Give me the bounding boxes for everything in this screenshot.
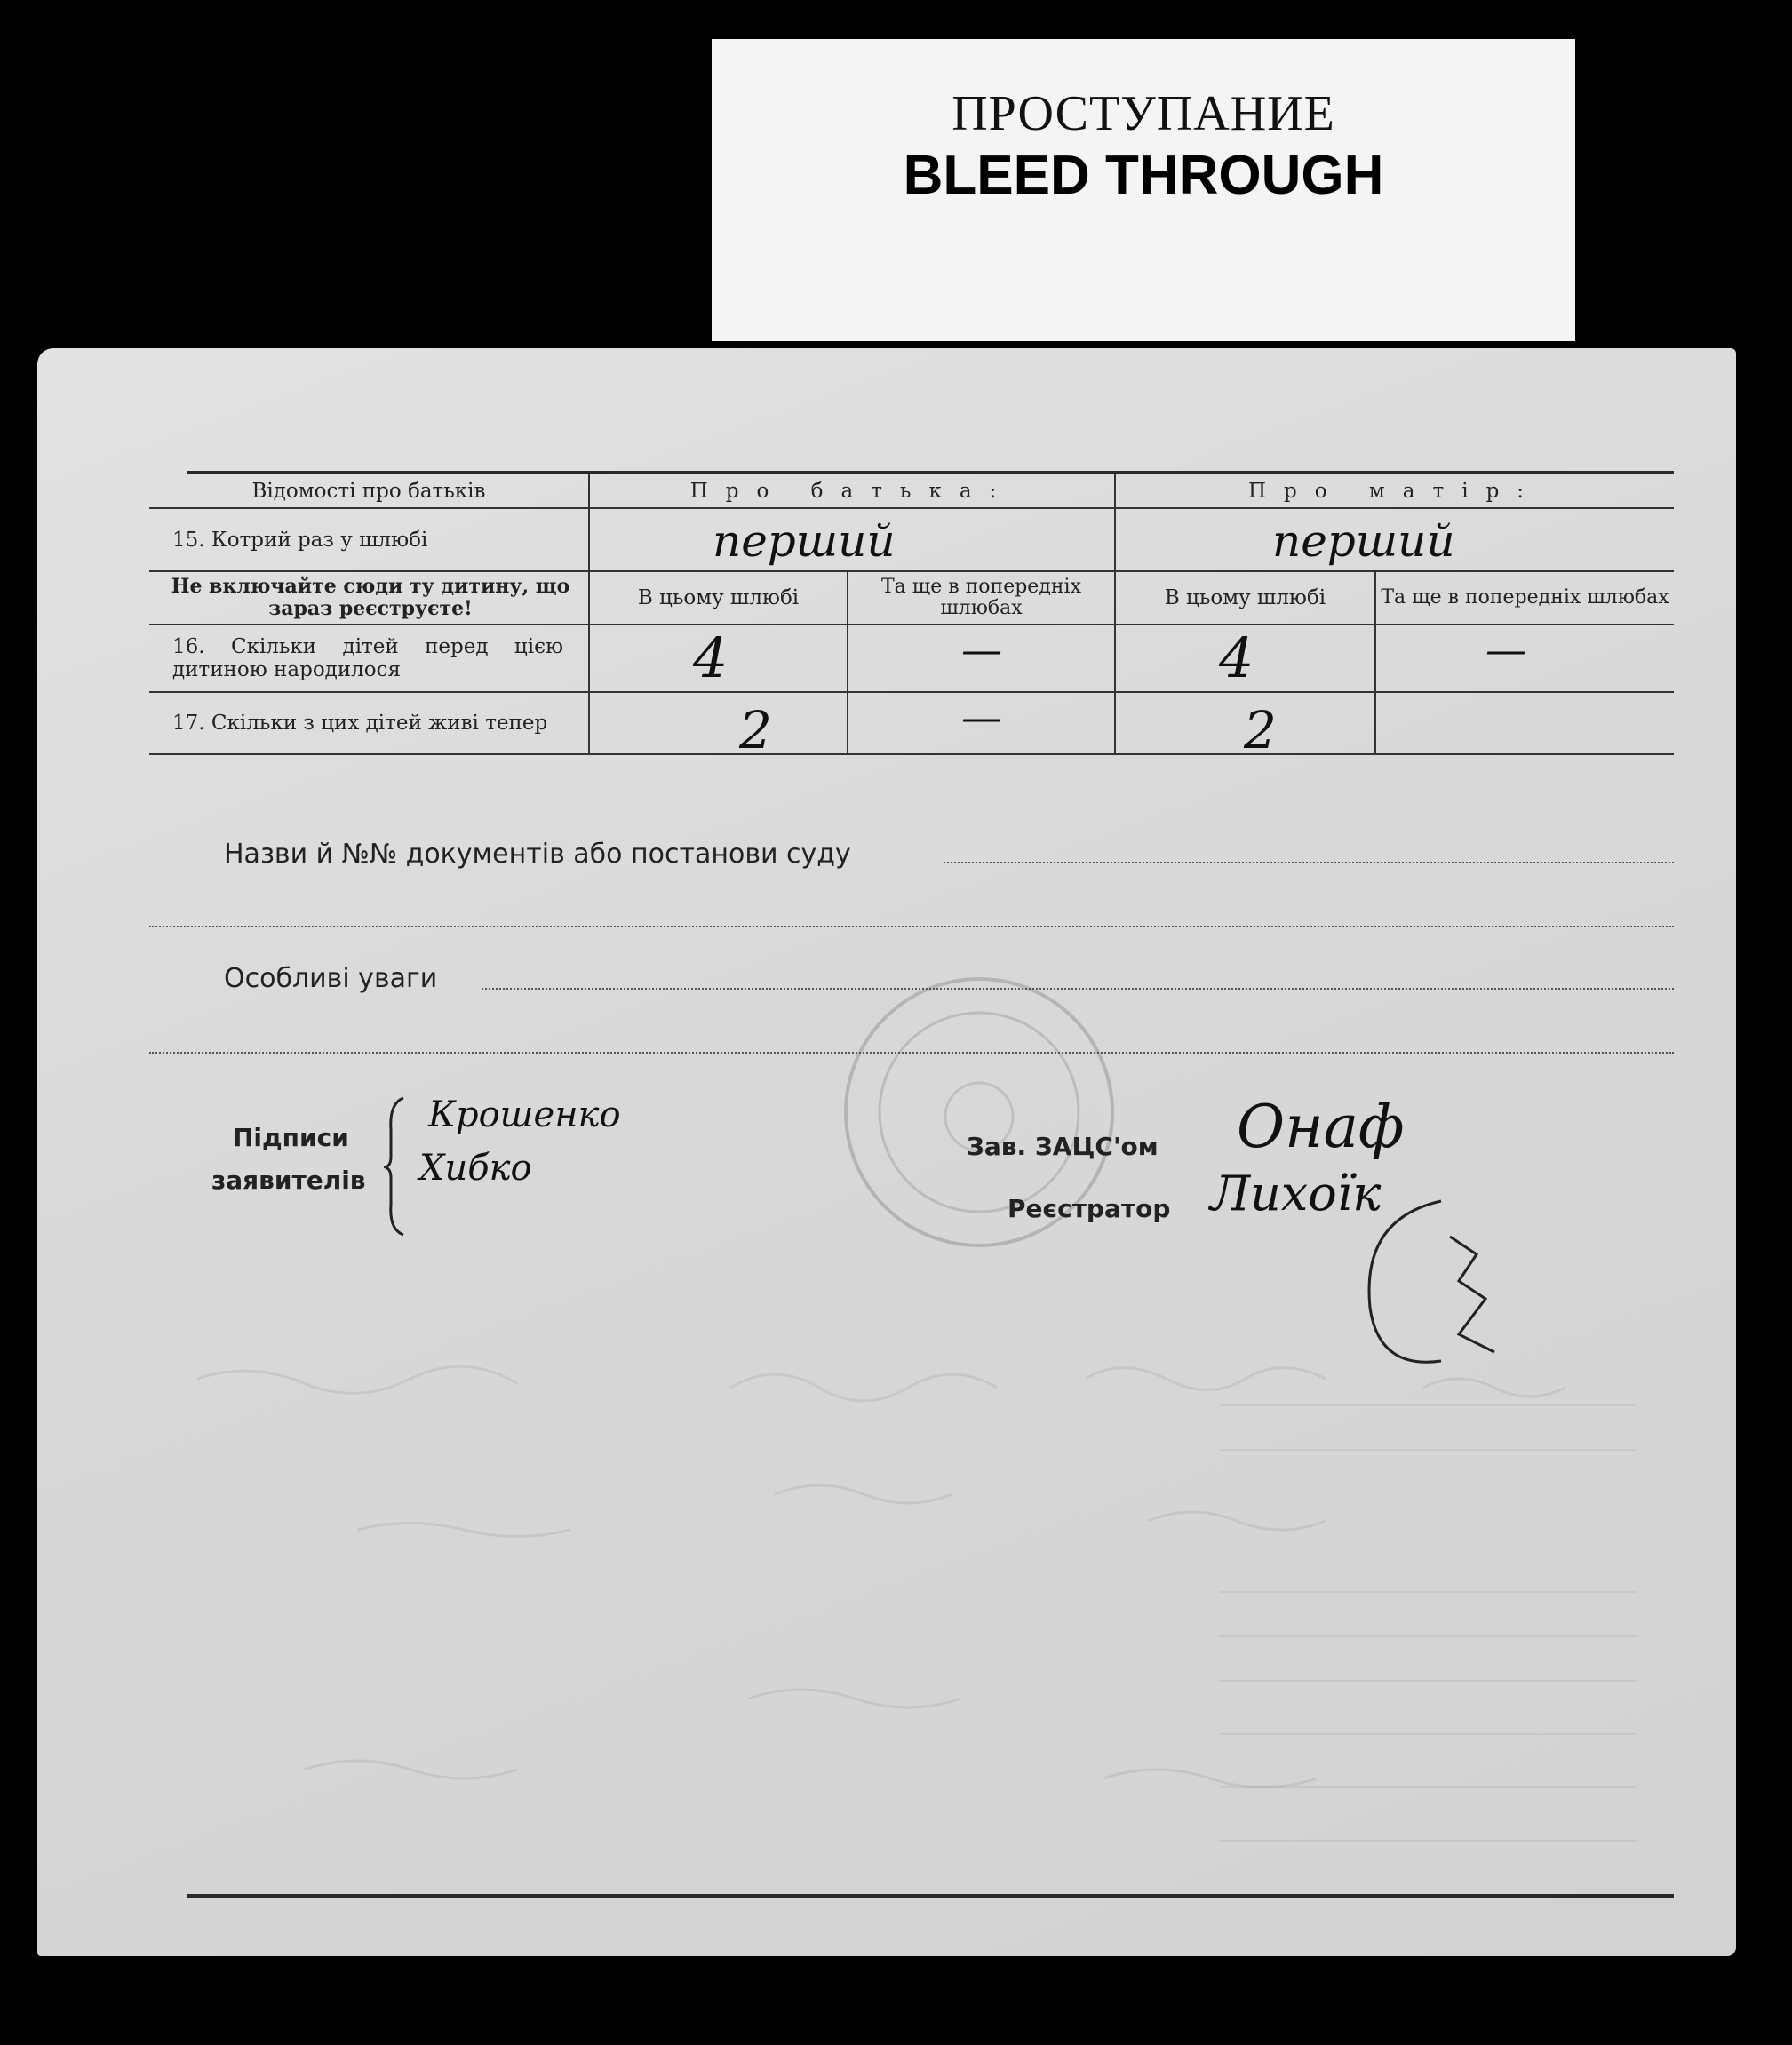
subheader-mother-prev: Та ще в попередніх шлюбах [1381,586,1669,609]
documents-label: Назви й №№ документів або постанови суду [224,839,851,870]
applicant-2-signature: Хибко [419,1148,532,1189]
documents-line-1 [944,862,1674,863]
head-label: Зав. ЗАЦС'ом [967,1132,1159,1161]
label-russian: ПРОСТУПАНИЕ [952,86,1335,141]
subheader-note: Не включайте сюди ту дитину, що зараз реєструєте! [171,575,570,620]
document-sheet [37,348,1736,1956]
head-signature: Онаф [1237,1093,1405,1161]
header-father: Про батька: [689,479,1015,503]
header-mother: Про матір: [1247,479,1542,503]
row15-mother-value: перший [1272,515,1455,567]
row15-label: 15. Котрий раз у шлюбі [172,528,428,552]
row16-label: 16. Скільки дітей перед цією дитиною народилося [172,635,563,681]
row17-label: 17. Скільки з цих дітей живі тепер [172,712,548,735]
header-parents-info: Відомості про батьків [251,479,486,503]
notes-label: Особливі уваги [224,963,438,994]
applicants-brace-icon [384,1094,410,1237]
applicant-1-signature: Крошенко [428,1094,621,1135]
row15-father-value: перший [713,515,896,567]
applicants-label-line2: заявителів [211,1166,366,1195]
row17-mother-this: 2 [1244,700,1277,760]
registrar-label: Реєстратор [1008,1194,1171,1223]
documents-line-2 [149,926,1674,927]
row16-mother-prev: — [1485,625,1526,673]
subheader-father-prev: Та ще в попередніх шлюбах [881,576,1081,619]
row17-bottom-rule [149,753,1674,755]
applicants-label-line1: Підписи [233,1123,349,1152]
row17-father-this: 2 [739,700,772,760]
subheader-father-this: В цьому шлюбі [637,586,800,609]
row17-father-prev: — [961,693,1002,741]
row16-mother-this: 4 [1219,625,1254,690]
label-english: BLEED THROUGH [903,145,1384,206]
row16-father-prev: — [961,625,1002,673]
bleed-through-label-card [712,39,1575,341]
registrar-signature: Лихоїк [1210,1166,1382,1221]
bottom-rule [187,1894,1674,1898]
row16-father-this: 4 [693,625,729,690]
registrar-flourish [1326,1183,1557,1396]
subheader-mother-this: В цьому шлюбі [1164,586,1326,609]
